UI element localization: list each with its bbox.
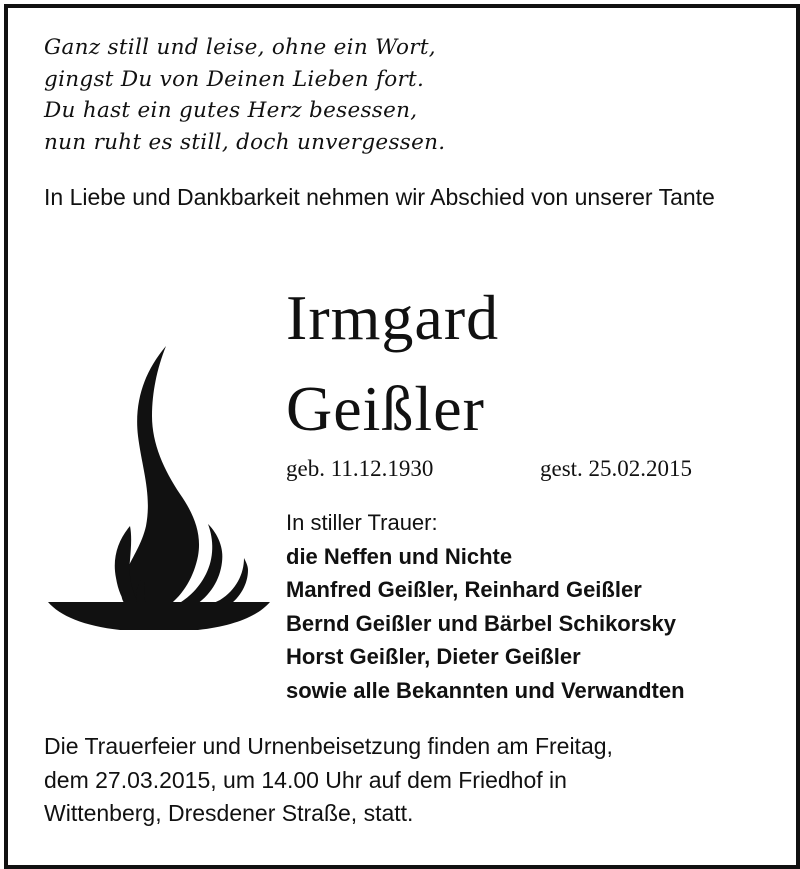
funeral-notice-line: Wittenberg, Dresdener Straße, statt. xyxy=(44,800,414,826)
birth-date: geb. 11.12.1930 xyxy=(286,456,434,481)
poem-line: Ganz still und leise, ohne ein Wort, xyxy=(44,35,436,60)
funeral-notice-line: Die Trauerfeier und Urnenbeisetzung finden am Freitag, xyxy=(44,733,613,759)
poem-line: gingst Du von Deinen Lieben fort. xyxy=(44,66,425,92)
mourners-lead: In stiller Trauer: xyxy=(286,510,438,535)
intro-text: In Liebe und Dankbarkeit nehmen wir Abschied von unserer Tante xyxy=(44,184,715,210)
deceased-first-name: Irmgard xyxy=(286,282,500,353)
funeral-notice xyxy=(44,730,774,831)
mourner-line: die Neffen und Nichte xyxy=(286,543,513,569)
mourner-line: Horst Geißler, Dieter Geißler xyxy=(286,644,581,669)
deceased-last-name: Geißler xyxy=(286,373,485,444)
death-date: gest. 25.02.2015 xyxy=(540,456,693,481)
mourner-line: Manfred Geißler, Reinhard Geißler xyxy=(286,577,642,602)
funeral-notice-line: dem 27.03.2015, um 14.00 Uhr auf dem Friedhof in xyxy=(44,766,567,793)
mourner-line: Bernd Geißler und Bärbel Schikorsky xyxy=(286,610,677,636)
mourners-list xyxy=(286,506,685,707)
eternal-flame-bowl-icon xyxy=(48,344,270,634)
poem xyxy=(44,32,445,158)
poem-line: Du hast ein gutes Herz besessen, xyxy=(44,98,418,123)
poem-line: nun ruht es still, doch unvergessen. xyxy=(44,129,446,155)
mourner-line: sowie alle Bekannten und Verwandten xyxy=(286,677,685,703)
